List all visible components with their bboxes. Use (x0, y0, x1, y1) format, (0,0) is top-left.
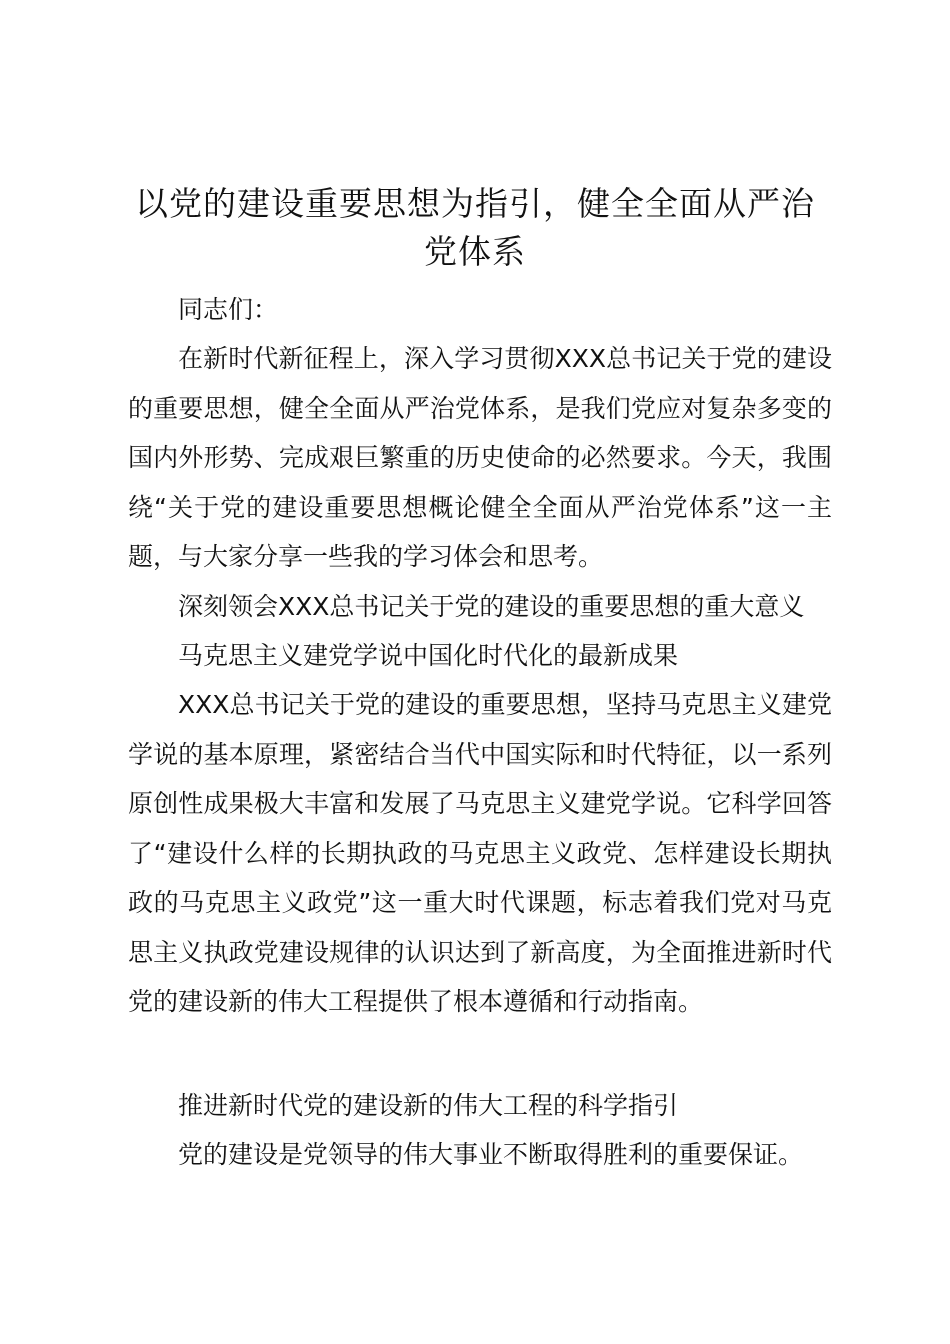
paragraph-theory: XXX总书记关于党的建设的重要思想，坚持马克思主义建党学说的基本原理，紧密结合当代中国实际和时代特征，以一系列原创性成果极大丰富和发展了马克思主义建党学说。它科学回答了“建设什么样的长期执政的马克思主义政党、怎样建设长期执政的马克思主义政党”这一重大时代课题，标志着我们党对马克思主义执政党建设规律的认识达到了新高度，为全面推进新时代党的建设新的伟大工程提供了根本遵循和行动指南。 (128, 690, 832, 1016)
section-heading-significance: 深刻领会XXX总书记关于党的建设的重要思想的重大意义 (178, 592, 805, 621)
document-title: 以党的建设重要思想为指引，健全全面从严治党体系 (135, 184, 815, 271)
salutation: 同志们： (178, 295, 279, 324)
subheading-latest-achievement: 马克思主义建党学说中国化时代化的最新成果 (178, 641, 679, 670)
subheading-scientific-guidance: 推进新时代党的建设新的伟大工程的科学指引 (178, 1091, 679, 1120)
paragraph-intro: 在新时代新征程上，深入学习贯彻XXX总书记关于党的建设的重要思想，健全全面从严治党体系，是我们党应对复杂多变的国内外形势、完成艰巨繁重的历史使命的必然要求。今天，我围绕“关于党的建设重要思想概论健全全面从严治党体系”这一主题，与大家分享一些我的学习体会和思考。 (128, 344, 832, 571)
paragraph-party-building: 党的建设是党领导的伟大事业不断取得胜利的重要保证。 (178, 1140, 804, 1169)
